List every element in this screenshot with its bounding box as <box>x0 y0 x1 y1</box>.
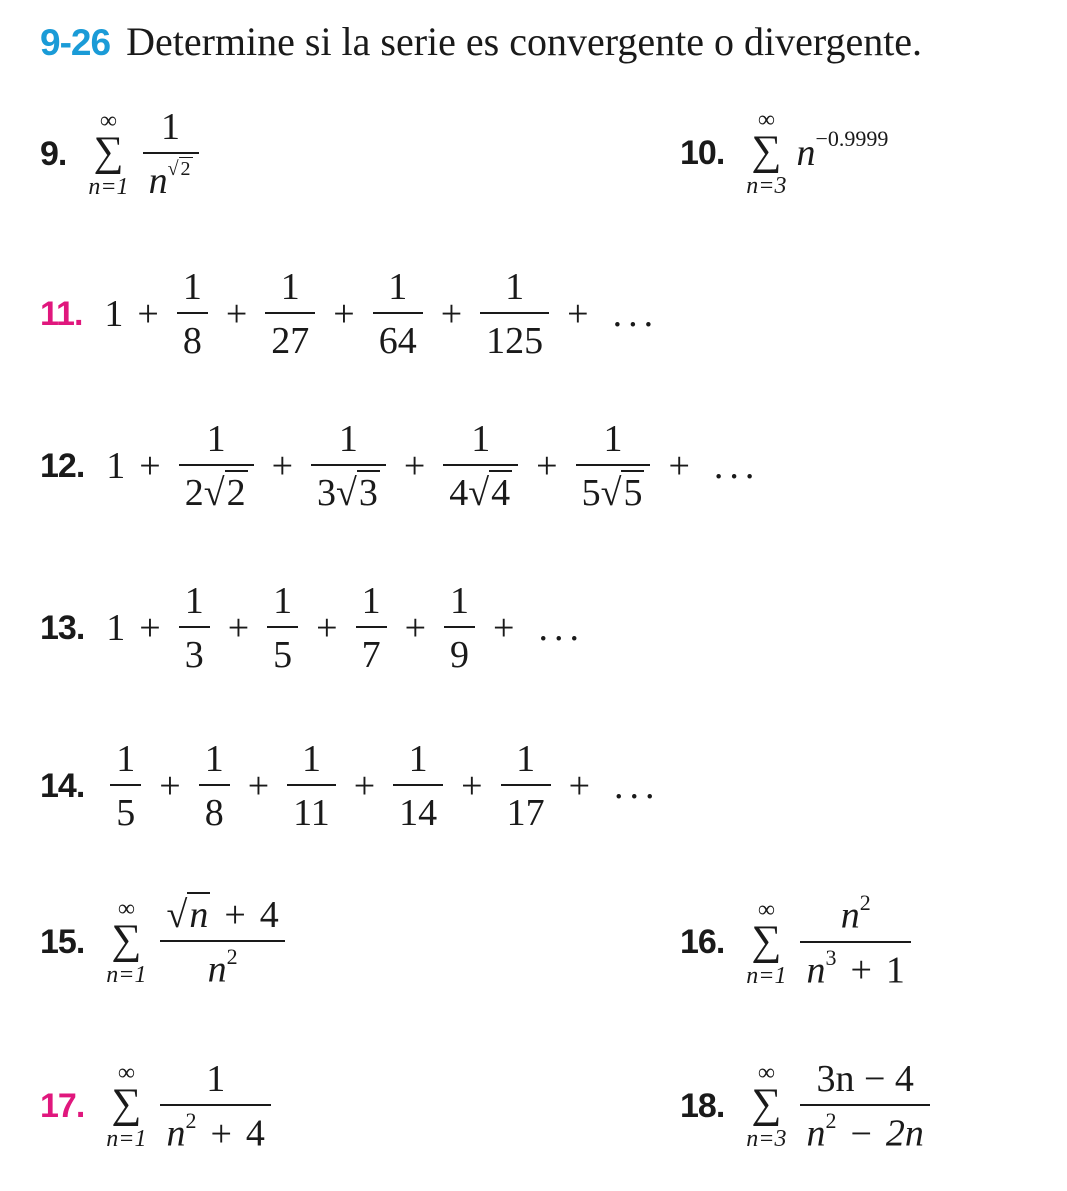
numerator: 1 <box>516 738 536 780</box>
problem-16 <box>680 890 915 992</box>
plus-sign: + <box>668 445 690 487</box>
sigma-symbol: ∑ <box>111 917 142 964</box>
plus-sign: + <box>271 445 293 487</box>
denominator <box>443 466 518 512</box>
sum-lower: n=3 <box>746 173 787 199</box>
plus-sign: + <box>225 293 248 335</box>
plus-sign: + <box>567 293 589 335</box>
denominator <box>143 154 199 200</box>
math-expression <box>106 1060 275 1153</box>
coefficient: 2 <box>184 472 204 514</box>
lead-term: 1 <box>106 445 126 487</box>
sqrt-sign: √ <box>167 158 179 181</box>
problem-11 <box>40 268 659 360</box>
exponent <box>168 158 193 180</box>
exponent: −0.9999 <box>815 126 889 151</box>
constant: 1 <box>885 949 905 992</box>
constant: 4 <box>245 1112 265 1155</box>
denominator: 17 <box>506 792 545 834</box>
sqrt-sign: √ <box>166 894 188 936</box>
denominator <box>800 1106 929 1153</box>
fraction <box>177 268 208 360</box>
plus-sign: + <box>316 607 338 649</box>
ellipsis: ... <box>538 607 585 649</box>
problem-number: 15. <box>40 922 85 961</box>
denominator: 7 <box>361 634 381 676</box>
problem-9 <box>40 108 203 200</box>
ellipsis: ... <box>614 765 661 807</box>
denominator <box>311 466 386 512</box>
sigma-symbol: ∑ <box>93 129 124 175</box>
coefficient: 4 <box>449 472 469 514</box>
denominator: 125 <box>486 320 544 362</box>
numerator: 1 <box>338 418 358 460</box>
exercise-range: 9-26 <box>40 22 111 63</box>
fraction <box>199 740 230 832</box>
sum-lower: n=1 <box>746 962 787 989</box>
fraction <box>480 268 549 360</box>
sqrt-sign: √ <box>600 472 622 514</box>
math-expression <box>106 740 660 832</box>
ellipsis: ... <box>713 445 761 487</box>
summation <box>106 1061 146 1151</box>
numerator: 3n − 4 <box>816 1058 914 1100</box>
plus-sign: + <box>333 293 355 335</box>
fraction <box>179 420 254 512</box>
sigma-symbol: ∑ <box>751 128 782 174</box>
fraction <box>267 582 298 674</box>
base: n <box>796 132 816 174</box>
summation <box>746 898 786 988</box>
problem-12 <box>40 420 760 512</box>
numerator: 1 <box>603 418 623 460</box>
problem-number: 9. <box>40 134 67 173</box>
constant: 4 <box>259 894 279 936</box>
numerator: 1 <box>280 266 300 308</box>
numerator: 1 <box>184 580 204 622</box>
plus-sign: + <box>403 445 426 487</box>
problem-number: 12. <box>40 446 85 485</box>
radicand: 2 <box>226 472 246 514</box>
sum-upper: ∞ <box>757 896 775 923</box>
problem-number: 17. <box>40 1086 85 1125</box>
radicand: 2 <box>180 158 191 181</box>
problem-number: 16. <box>680 923 725 962</box>
denominator: 9 <box>450 634 470 676</box>
denominator <box>179 466 254 512</box>
sum-upper: ∞ <box>757 1060 775 1087</box>
sum-lower: n=3 <box>746 1126 787 1153</box>
fraction <box>800 1060 929 1153</box>
denominator <box>800 943 910 990</box>
summation <box>746 1061 786 1151</box>
plus-sign: + <box>210 1112 232 1155</box>
problem-10 <box>680 108 888 198</box>
math-expression <box>104 268 659 360</box>
denominator: 5 <box>273 634 293 676</box>
denominator: 64 <box>378 320 417 362</box>
problem-number: 10. <box>680 133 725 172</box>
plus-sign: + <box>461 765 483 807</box>
exercise-title: Determine si la serie es convergente o divergente. <box>126 19 923 64</box>
base: n <box>806 949 826 992</box>
exponent: 2 <box>859 890 871 915</box>
fraction <box>443 420 518 512</box>
base: n <box>840 894 860 937</box>
numerator: 1 <box>273 580 293 622</box>
math-expression <box>746 1060 934 1153</box>
denominator: 11 <box>293 792 330 834</box>
denominator: 5 <box>116 792 136 834</box>
sigma-symbol: ∑ <box>751 1081 782 1128</box>
numerator: 1 <box>388 266 408 308</box>
plus-sign: + <box>850 949 872 992</box>
numerator: 1 <box>116 738 136 780</box>
denominator: 14 <box>399 792 438 834</box>
lead-term: 1 <box>104 293 124 335</box>
fraction <box>160 1060 270 1153</box>
problem-13 <box>40 582 585 674</box>
problem-number: 14. <box>40 766 85 805</box>
fraction <box>356 582 387 674</box>
base: n <box>207 948 227 991</box>
fraction <box>265 268 315 360</box>
plus-sign: + <box>568 765 591 807</box>
denominator: 8 <box>204 792 224 834</box>
numerator <box>160 896 284 940</box>
plus-sign: + <box>139 607 161 649</box>
fraction <box>373 268 423 360</box>
sum-lower: n=1 <box>88 174 129 200</box>
sum-upper: ∞ <box>117 1060 135 1087</box>
radicand: 4 <box>491 472 511 514</box>
problem-18 <box>680 1060 934 1153</box>
denominator <box>160 1106 270 1153</box>
plus-sign: + <box>404 607 427 649</box>
plus-sign: + <box>227 607 250 649</box>
sum-upper: ∞ <box>117 896 135 923</box>
summation <box>746 108 786 198</box>
summation <box>88 109 128 199</box>
problem-15 <box>40 896 289 989</box>
numerator: 1 <box>204 738 224 780</box>
numerator: 1 <box>505 266 525 308</box>
sum-upper: ∞ <box>99 108 118 134</box>
problem-14 <box>40 740 661 832</box>
plus-sign: + <box>536 445 558 487</box>
plus-sign: + <box>247 765 270 807</box>
fraction <box>287 740 336 832</box>
fraction <box>179 582 210 674</box>
problem-number: 18. <box>680 1086 725 1125</box>
exponent: 2 <box>825 1108 837 1133</box>
fraction <box>444 582 475 674</box>
plus-sign: + <box>353 765 376 807</box>
radicand: 5 <box>623 472 643 514</box>
sum-lower: n=1 <box>106 962 147 989</box>
base: n <box>166 1112 186 1155</box>
minus-sign: − <box>850 1112 872 1155</box>
sqrt-sign: √ <box>203 472 225 514</box>
numerator: 1 <box>301 738 321 780</box>
denominator: 27 <box>271 320 310 362</box>
fraction <box>143 108 199 200</box>
denominator: 3 <box>184 634 204 676</box>
numerator: 1 <box>206 1058 226 1100</box>
sqrt-sign: √ <box>336 472 357 514</box>
sigma-symbol: ∑ <box>751 917 782 964</box>
numerator: 1 <box>161 106 181 148</box>
exercise-header <box>40 19 923 64</box>
fraction <box>501 740 551 832</box>
plus-sign: + <box>139 445 161 487</box>
sigma-symbol: ∑ <box>111 1081 142 1128</box>
math-expression <box>746 108 888 198</box>
problem-number: 13. <box>40 608 85 647</box>
numerator: 1 <box>408 738 428 780</box>
fraction <box>311 420 386 512</box>
ellipsis: ... <box>612 293 660 335</box>
numerator: 1 <box>450 580 470 622</box>
problem-number: 11. <box>40 294 83 333</box>
exponent: 3 <box>825 944 837 970</box>
base: n <box>806 1112 826 1155</box>
math-expression <box>106 896 289 989</box>
radicand: 3 <box>358 472 378 514</box>
math-expression <box>106 420 760 512</box>
summation <box>106 897 146 987</box>
plus-sign: + <box>224 894 246 936</box>
sum-upper: ∞ <box>757 107 775 133</box>
exponent: 2 <box>226 944 238 969</box>
fraction <box>393 740 443 832</box>
denominator: 8 <box>182 320 202 362</box>
numerator: 1 <box>471 418 491 460</box>
problem-17 <box>40 1060 275 1153</box>
fraction <box>800 890 910 992</box>
coefficient: 3 <box>317 472 336 514</box>
fraction <box>160 896 284 989</box>
coefficient: 5 <box>581 472 601 514</box>
plus-sign: + <box>137 293 159 335</box>
numerator: 1 <box>182 266 202 308</box>
plus-sign: + <box>159 765 181 807</box>
term: 2n <box>885 1112 924 1155</box>
radicand: n <box>189 894 209 936</box>
plus-sign: + <box>440 293 463 335</box>
math-expression <box>746 890 915 992</box>
fraction <box>110 740 141 832</box>
denominator <box>576 466 651 512</box>
base: n <box>148 160 168 202</box>
numerator: 1 <box>206 418 226 460</box>
fraction <box>576 420 651 512</box>
sqrt-sign: √ <box>468 472 490 514</box>
exponent: 2 <box>185 1108 197 1133</box>
denominator <box>202 942 244 989</box>
lead-term: 1 <box>106 607 126 649</box>
numerator: 1 <box>361 580 381 622</box>
plus-sign: + <box>493 607 515 649</box>
numerator <box>835 890 877 941</box>
sum-lower: n=1 <box>106 1126 147 1153</box>
math-expression <box>88 108 202 200</box>
math-expression <box>106 582 585 674</box>
